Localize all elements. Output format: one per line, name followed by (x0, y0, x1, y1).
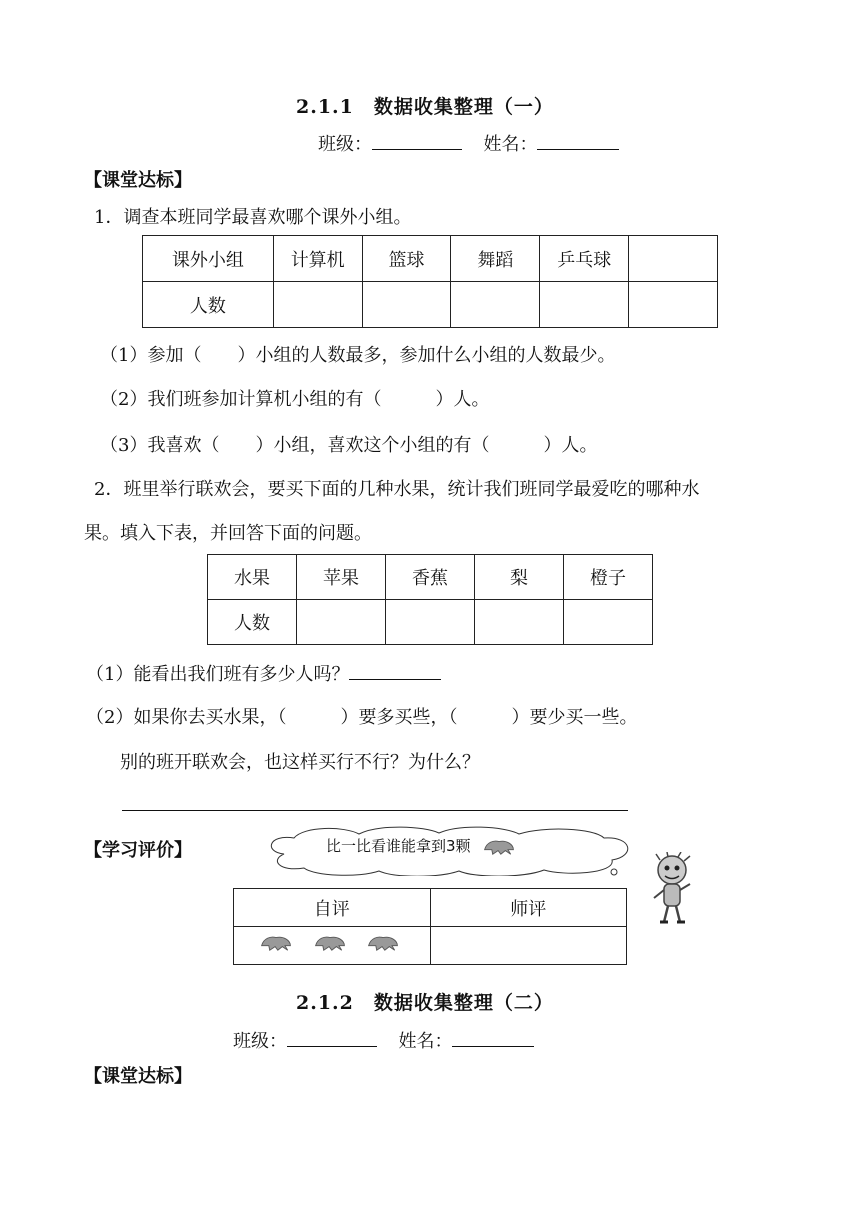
class-blank[interactable] (372, 131, 462, 150)
answer-line[interactable] (122, 810, 628, 811)
question-1-prompt: 1．调查本班同学最喜欢哪个课外小组。 (94, 207, 412, 228)
table-row-label: 人数 (143, 282, 274, 328)
name-label: 姓名： (398, 1031, 453, 1052)
class-label: 班级： (233, 1031, 287, 1052)
teacher-eval-header: 师评 (430, 889, 626, 927)
star-icon (365, 932, 401, 954)
question-1-sub-2: （2）我们班参加计算机小组的有（ ）人。 (100, 389, 490, 410)
table-input-cell[interactable] (629, 282, 718, 328)
name-label: 姓名： (483, 134, 538, 155)
table-row (208, 555, 653, 600)
table-input-cell[interactable] (540, 282, 629, 328)
table-input-cell[interactable] (297, 600, 386, 645)
section-title-practice-2: 【课堂达标】 (84, 1066, 192, 1087)
table-row (234, 927, 627, 965)
question-2-sub-1-text: （1）能看出我们班有多少人吗？ (86, 664, 350, 685)
answer-blank[interactable] (349, 661, 441, 680)
cartoon-mascot-icon (650, 852, 696, 926)
name-blank[interactable] (537, 131, 619, 150)
star-icon (258, 932, 294, 954)
question-2-prompt-line-2: 果。填入下表，并回答下面的问题。 (84, 523, 372, 544)
table-row (143, 236, 718, 282)
self-eval-stars[interactable] (234, 927, 431, 965)
table-header-cell: 梨 (475, 555, 564, 600)
table-header-cell: 舞蹈 (451, 236, 540, 282)
table-header-cell: 香蕉 (386, 555, 475, 600)
student-info-2 (233, 1027, 534, 1053)
question-2-prompt-line-1: 2．班里举行联欢会，要买下面的几种水果，统计我们班同学最爱吃的哪种水 (94, 479, 700, 500)
table-row (143, 282, 718, 328)
table-header-cell: 乒乓球 (540, 236, 629, 282)
name-blank[interactable] (452, 1028, 534, 1047)
fruit-table (207, 554, 653, 645)
star-icon (312, 932, 348, 954)
activity-group-table (142, 235, 718, 328)
table-header-cell: 课外小组 (143, 236, 274, 282)
question-2-sub-2: （2）如果你去买水果，（ ）要多买些，（ ）要少买一些。 (86, 707, 638, 728)
class-blank[interactable] (287, 1028, 377, 1047)
cloud-text (326, 835, 523, 858)
cloud-label: 比一比看谁能拿到3颗 (326, 837, 471, 855)
table-header-cell: 篮球 (362, 236, 451, 282)
worksheet-title-1: 2.1.1 数据收集整理（一） (296, 96, 554, 118)
question-1-sub-1: （1）参加（ ）小组的人数最多，参加什么小组的人数最少。 (100, 345, 616, 366)
evaluation-table (233, 888, 627, 965)
table-row (234, 889, 627, 927)
table-input-cell[interactable] (273, 282, 362, 328)
teacher-eval-cell[interactable] (430, 927, 626, 965)
table-input-cell[interactable] (362, 282, 451, 328)
table-header-cell: 苹果 (297, 555, 386, 600)
question-2-sub-3: 别的班开联欢会，也这样买行不行？为什么？ (120, 752, 480, 773)
table-header-cell: 橙子 (564, 555, 653, 600)
table-input-cell[interactable] (451, 282, 540, 328)
question-1-sub-3: （3）我喜欢（ ）小组，喜欢这个小组的有（ ）人。 (100, 435, 598, 456)
table-input-cell[interactable] (386, 600, 475, 645)
student-info-1 (318, 130, 619, 156)
self-eval-header: 自评 (234, 889, 431, 927)
table-header-cell: 计算机 (273, 236, 362, 282)
table-row (208, 600, 653, 645)
section-title-practice: 【课堂达标】 (84, 170, 192, 191)
table-header-cell: 水果 (208, 555, 297, 600)
worksheet-title-2: 2.1.2 数据收集整理（二） (296, 992, 554, 1014)
star-icon (481, 836, 517, 858)
question-2-sub-1 (86, 660, 441, 686)
table-input-cell[interactable] (564, 600, 653, 645)
table-input-cell[interactable] (475, 600, 564, 645)
table-row-label: 人数 (208, 600, 297, 645)
section-title-evaluation: 【学习评价】 (84, 840, 192, 861)
table-header-cell (629, 236, 718, 282)
class-label: 班级： (318, 134, 372, 155)
